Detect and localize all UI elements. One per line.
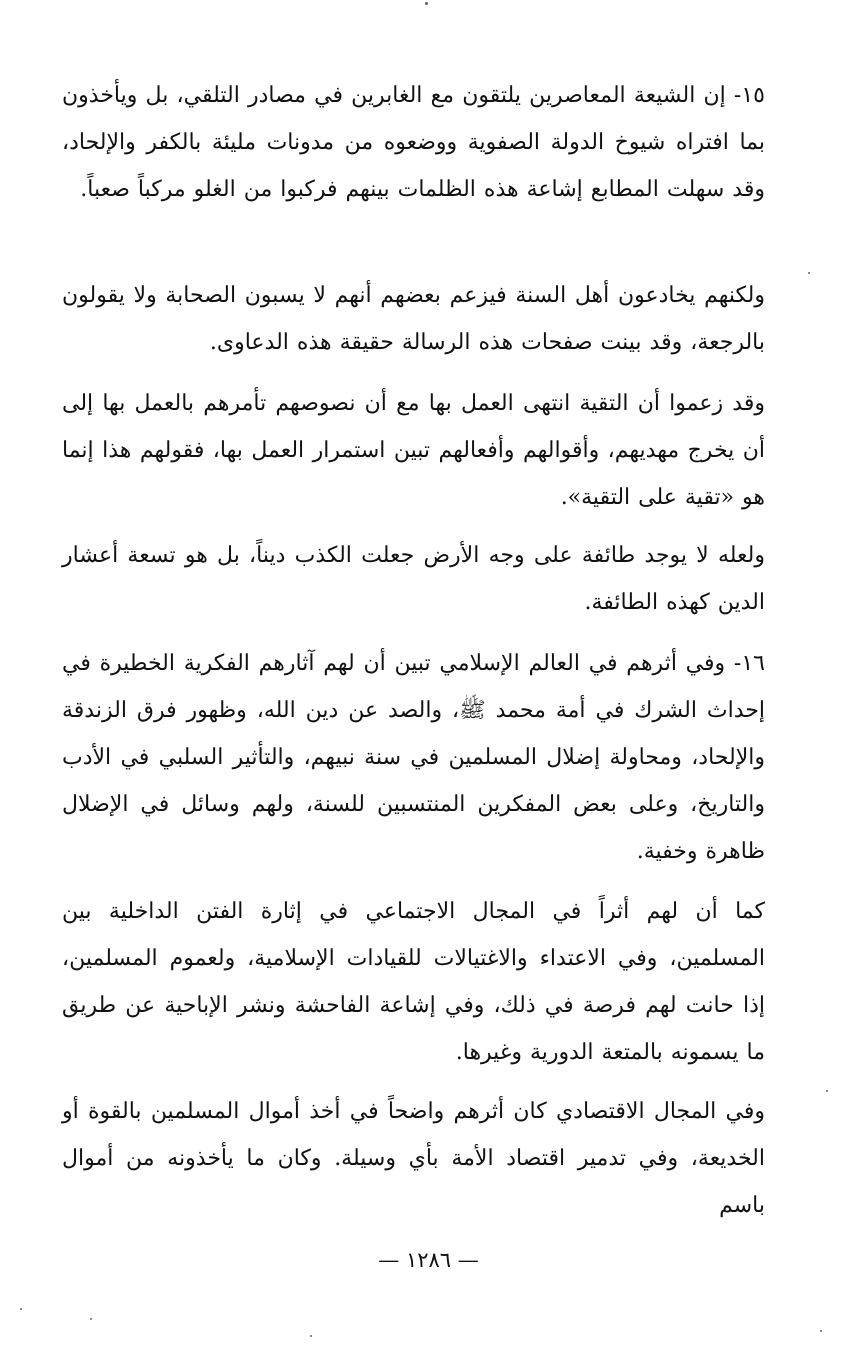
page-number: — ١٢٨٦ — bbox=[378, 1248, 479, 1272]
paragraph-lying: ولعله لا يوجد طائفة على وجه الأرض جعلت الكذب ديناً، بل هو تسعة أعشار الدين كهذه الطائفة. bbox=[62, 543, 765, 615]
paragraph-16-influence: ١٦- وفي أثرهم في العالم الإسلامي تبين أن لهم آثارهم الفكرية الخطيرة في إحداث الشرك في أمة محمد ﷺ، والصد عن دين الله، وظهور فرق الزندقة والإلحاد، ومحاولة إضلال المسلمين في سنة نبيهم، والتأثير السلبي في الأدب والتاريخ، وعلى بعض المفكرين المنتسبين للسنة، ولهم وسائل في الإضلال ظاهرة وخفية. bbox=[62, 651, 765, 864]
paragraph-deception: ولكنهم يخادعون أهل السنة فيزعم بعضهم أنهم لا يسبون الصحابة ولا يقولون بالرجعة، وقد بينت صفحات هذه الرسالة حقيقة هذه الدعاوى. bbox=[62, 283, 765, 355]
scan-speck bbox=[808, 272, 810, 274]
paragraph-taqiyya: وقد زعموا أن التقية انتهى العمل بها مع أن نصوصهم تأمرهم بالعمل بها إلى أن يخرج مهديهم، وأقوالهم وأفعالهم تبين استمرار العمل بها، فقولهم هذا إنما هو «تقية على التقية». bbox=[62, 391, 765, 510]
scan-speck bbox=[826, 1090, 828, 1092]
scan-speck bbox=[20, 1308, 22, 1310]
paragraph-social-impact: كما أن لهم أثراً في المجال الاجتماعي في إثارة الفتن الداخلية بين المسلمين، وفي الاعتداء والاغتيالات للقيادات الإسلامية، ولعموم المسلمين، إذا حانت لهم فرصة في ذلك، وفي إشاعة الفاحشة ونشر الإباحية عن طريق ما يسمونه بالمتعة الدورية وغيرها. bbox=[62, 899, 765, 1065]
scan-speck bbox=[425, 2, 428, 5]
paragraph-15-sources: ١٥- إن الشيعة المعاصرين يلتقون مع الغابرين في مصادر التلقي، بل ويأخذون بما افتراه شيوخ الدولة الصفوية ووضعوه من مدونات مليئة بالكفر والإلحاد، وقد سهلت المطابع إشاعة هذه الظلمات بينهم فركبوا من الغلو مركباً صعباً. bbox=[62, 83, 765, 202]
scan-speck bbox=[820, 1330, 822, 1332]
scan-speck bbox=[310, 1335, 312, 1337]
scan-speck bbox=[90, 1318, 92, 1320]
paragraph-economic-impact: وفي المجال الاقتصادي كان أثرهم واضحاً في أخذ أموال المسلمين بالقوة أو الخديعة، وفي تدمير اقتصاد الأمة بأي وسيلة. وكان ما يأخذونه من أموال باسم bbox=[62, 1099, 765, 1218]
